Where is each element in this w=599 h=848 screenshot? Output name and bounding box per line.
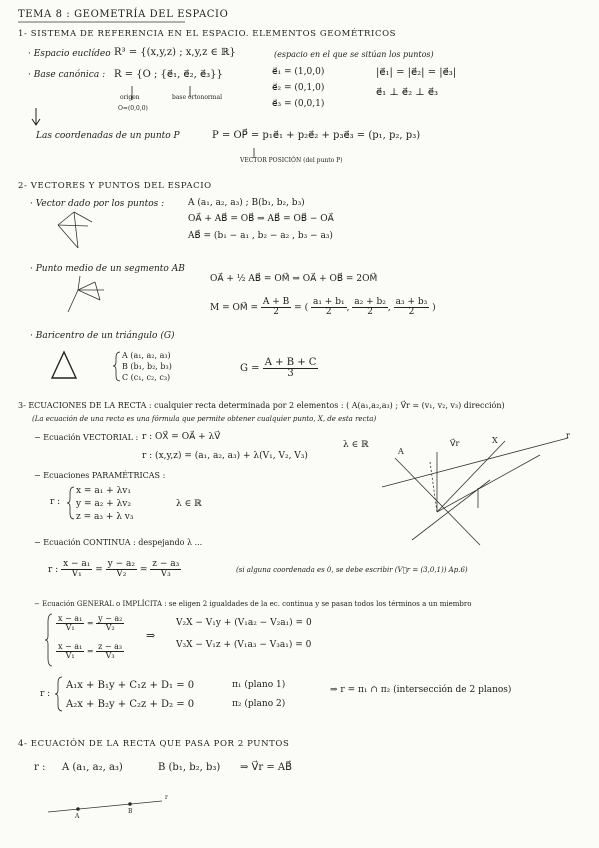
perpendicular: e⃗₁ ⊥ e⃗₂ ⊥ e⃗₃ — [376, 87, 439, 98]
general-frac2: $\frac{\text{x − a₁}}{\text{V₁}}$ = $\frac{\text{z − a₃}}{\text{V₃}}$ — [58, 642, 123, 660]
line-figure — [382, 438, 568, 545]
vectorial-eq1: r : OX⃗ = OA⃗ + λV⃗ — [142, 432, 221, 442]
origin-label: origen — [120, 94, 140, 101]
parametric-y: y = a₂ + λv₂ — [76, 499, 131, 509]
planes-r: r : — [40, 689, 51, 699]
sketch-label-a: A — [75, 813, 80, 820]
continuous-eq: r : $\frac{\text{x − a₁}}{\text{V₁}}$ = $\frac{\text{y − a₂}}{\text{V₂}}$ = $\frac{\text{z − a₃}}{\text{V₃}}$ — [48, 559, 180, 579]
barycenter-label: · Baricentro de un triángulo (G) — [30, 331, 175, 341]
plane2-eq: A₂x + B₂y + C₂z + D₂ = 0 — [66, 699, 195, 710]
midpoint-label: · Punto medio de un segmento AB — [30, 264, 185, 274]
plane1-label: π₁ (plano 1) — [232, 680, 286, 690]
sketch-label-b: B — [128, 808, 133, 815]
points-ab: A (a₁, a₂, a₃) ; B(b₁, b₂, b₃) — [188, 198, 305, 208]
section-3-note: (La ecuación de una recta es una fórmula que permite obtener cualquier punto, X, de esta recta) — [32, 415, 377, 423]
basis-formula: R = {O ; {e⃗₁, e⃗₂, e⃗₃}} — [114, 69, 223, 80]
two-point-a: A (a₁, a₂, a₃) — [62, 762, 123, 773]
coords-label: Las coordenadas de un punto P — [36, 131, 180, 141]
e1-vector: e⃗₁ = (1,0,0) — [272, 67, 325, 77]
page-title: TEMA 8 : GEOMETRÍA DEL ESPACIO — [18, 9, 229, 20]
section-3-heading: 3- ECUACIONES DE LA RECTA : cualquier recta determinada por 2 elementos : ( A(a₁,a₂,a₃) ; V⃗r = (v₁, v₂, v₃) dirección) — [18, 401, 505, 410]
position-vector-label: VECTOR POSICIÓN (del punto P) — [240, 157, 343, 164]
parametric-label: − Ecuaciones PARAMÉTRICAS : — [34, 471, 166, 480]
plane2-label: π₂ (plano 2) — [232, 699, 286, 709]
parametric-lambda: λ ∈ ℝ — [176, 499, 202, 509]
midpoint-sketch — [68, 276, 104, 312]
plane1-eq: A₁x + B₁y + C₁z + D₁ = 0 — [66, 680, 195, 691]
e2-vector: e⃗₂ = (0,1,0) — [272, 83, 325, 93]
e3-vector: e⃗₃ = (0,0,1) — [272, 99, 325, 109]
vector-sketch — [58, 212, 92, 248]
fig-label-x: X — [492, 436, 498, 445]
two-point-r: r : — [34, 762, 46, 773]
parametric-z: z = a₃ + λ v₃ — [76, 512, 134, 522]
barycenter-formula: G = $\frac{A + B + C}{3}$ — [240, 357, 317, 379]
triangle-sketch — [52, 352, 76, 378]
vector-sum: OA⃗ + AB⃗ = OB⃗ ⇒ AB⃗ = OB⃗ − OA⃗ — [188, 214, 334, 224]
vectorial-eq2: r : (x,y,z) = (a₁, a₂, a₃) + λ(V₁, V₂, V₃) — [142, 451, 308, 461]
section-1-heading: 1- SISTEMA DE REFERENCIA EN EL ESPACIO. ELEMENTOS GEOMÉTRICOS — [18, 29, 397, 39]
parametric-x: x = a₁ + λv₁ — [76, 486, 131, 496]
fig-label-r: r — [566, 431, 570, 440]
continuous-note: (si alguna coordenada es 0, se debe escribir (V⃗r = (3,0,1)) Ap.6) — [236, 566, 468, 574]
bar-point-b: B (b₁, b₂, b₃) — [122, 362, 172, 371]
two-point-line-sketch — [48, 801, 162, 812]
ortho-basis-label: base ortonormal — [172, 94, 222, 101]
fig-label-a: A — [398, 447, 404, 456]
intersection: ⇒ r = π₁ ∩ π₂ (intersección de 2 planos) — [330, 685, 512, 695]
origin-coords: O=(0,0,0) — [118, 105, 148, 112]
vector-label: · Vector dado por los puntos : — [30, 199, 165, 209]
general-label: − Ecuación GENERAL o IMPLÍCITA : se eligen 2 igualdades de la ec. continua y se pasan todos los términos a un miembro — [34, 600, 472, 608]
general-frac1: $\frac{\text{x − a₁}}{\text{V₁}}$ = $\frac{\text{y − a₂}}{\text{V₂}}$ — [58, 614, 123, 632]
section-4-heading: 4- ECUACIÓN DE LA RECTA QUE PASA POR 2 PUNTOS — [18, 739, 290, 749]
bar-point-c: C (c₁, c₂, c₃) — [122, 373, 171, 382]
general-eq2: V₃X − V₁z + (V₁a₃ − V₃a₁) = 0 — [176, 640, 312, 650]
basis-label: · Base canónica : — [28, 70, 106, 80]
general-eq1: V₂X − V₁y + (V₁a₂ − V₂a₁) = 0 — [176, 618, 312, 628]
section-2-heading: 2- VECTORES Y PUNTOS DEL ESPACIO — [18, 181, 212, 191]
coords-formula: P = OP⃗ = p₁e⃗₁ + p₂e⃗₂ + p₃e⃗₃ = (p₁, p₂, p₃) — [212, 130, 421, 141]
vector-ab: AB⃗ = (b₁ − a₁ , b₂ − a₂ , b₃ − a₃) — [188, 231, 333, 241]
fig-label-vr: V⃗r — [450, 439, 460, 448]
continuous-label: − Ecuación CONTINUA : despejando λ ... — [34, 538, 203, 547]
sketch-label-r: r — [165, 794, 168, 801]
midpoint-eq1: OA⃗ + ½ AB⃗ = OM⃗ ⇒ OA⃗ + OB⃗ = 2OM⃗ — [210, 274, 378, 284]
two-point-result: ⇒ V⃗r = AB⃗ — [240, 762, 292, 773]
euclid-label: · Espacio euclídeo — [28, 49, 111, 59]
euclid-note: (espacio en el que se sitúan los puntos) — [274, 50, 434, 59]
vectorial-label: − Ecuación VECTORIAL : — [34, 433, 139, 442]
norms-equal: |e⃗₁| = |e⃗₂| = |e⃗₃| — [376, 67, 457, 78]
lambda-real: λ ∈ ℝ — [343, 440, 369, 450]
two-point-b: B (b₁, b₂, b₃) — [158, 762, 221, 773]
parametric-r: r : — [50, 497, 61, 507]
implies-arrow: ⇒ — [146, 629, 156, 642]
euclid-formula: R³ = {(x,y,z) ; x,y,z ∈ ℝ} — [114, 47, 236, 58]
midpoint-eq2: M = OM⃗ = $\frac{A + B}{2}$ = ( $\frac{\text{a₁ + b₁}}{2}$ , $\frac{\text{a₂ + b₂}}{2}$ , $\frac{\text{a₃ + b₃}}{2}$ ) — [210, 297, 436, 317]
bar-point-a: A (a₁, a₂, a₃) — [122, 351, 171, 360]
